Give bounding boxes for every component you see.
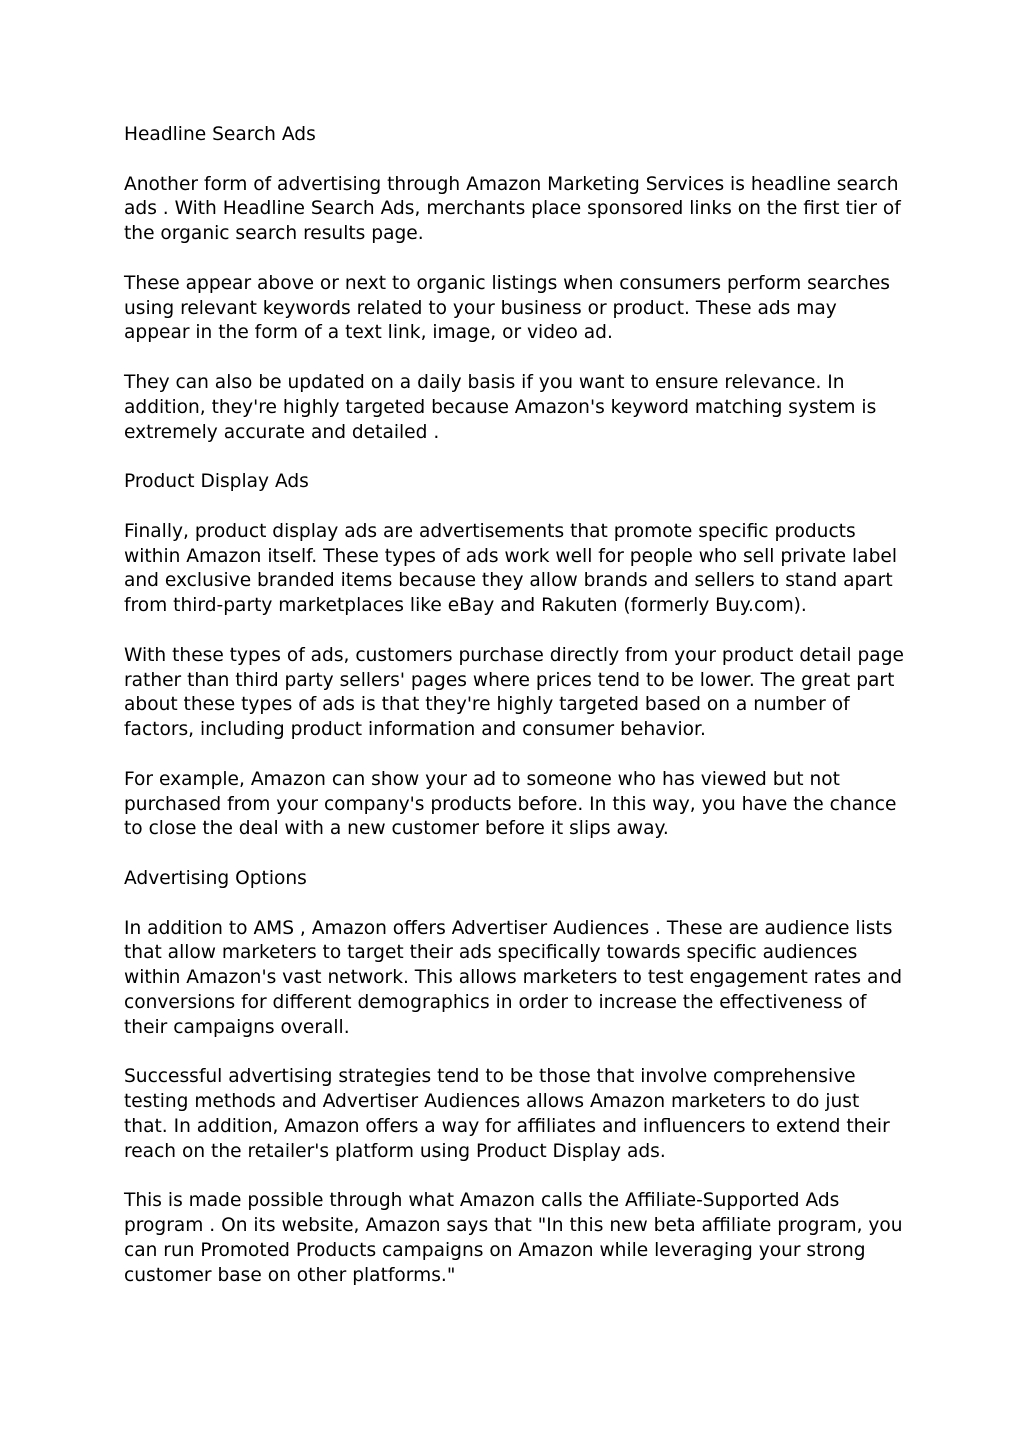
paragraph: With these types of ads, customers purchase directly from your product detail page rather than third party sellers' pages where prices tend to be lower. The great part about these types of ads is that they're highly targeted based on a number of factors, including product information and consumer behavior. — [124, 644, 904, 741]
paragraph: For example, Amazon can show your ad to someone who has viewed but not purchased from your company's products before. In this way, you have the chance to close the deal with a new customer before it slips away. — [124, 768, 897, 840]
paragraph: Finally, product display ads are advertisements that promote specific products within Amazon itself. These types of ads work well for people who sell private label and exclusive branded items because they allow brands and sellers to stand apart from third-party marketplaces like eBay and Rakuten (formerly Buy.com). — [124, 520, 897, 617]
section-heading-product-display-ads: Product Display Ads — [124, 471, 309, 493]
section-heading-headline-search-ads: Headline Search Ads — [124, 124, 316, 145]
paragraph: Successful advertising strategies tend to be those that involve comprehensive testing methods and Advertiser Audiences allows Amazon marketers to do just that. In addition, Amazon offers a way for affiliates and influencers to extend their reach on the retailer's platform using Product Display ads. — [124, 1066, 890, 1162]
paragraph: Another form of advertising through Amazon Marketing Services is headline search ads . With Headline Search Ads, merchants place sponsored links on the first tier of the organic search results page. — [124, 173, 901, 245]
paragraph: In addition to AMS , Amazon offers Advertiser Audiences . These are audience lists that allow marketers to target their ads specifically towards specific audiences within Amazon's vast network. This allows marketers to test engagement rates and conversions for different demographics in order to increase the effectiveness of their campaigns overall. — [124, 917, 903, 1038]
paragraph: These appear above or next to organic listings when consumers perform searches using relevant keywords related to your business or product. These ads may appear in the form of a text link, image, or video ad. — [124, 272, 890, 344]
document-body — [124, 123, 904, 1313]
section-heading-advertising-options: Advertising Options — [124, 867, 307, 889]
paragraph: They can also be updated on a daily basis if you want to ensure relevance. In addition, they're highly targeted because Amazon's keyword matching system is extremely accurate and detailed . — [124, 371, 877, 443]
paragraph: This is made possible through what Amazon calls the Affiliate-Supported Ads program . On its website, Amazon says that "In this new beta affiliate program, you can run Promoted Products campaigns on Amazon while leveraging your strong customer base on other platforms." — [124, 1190, 903, 1286]
